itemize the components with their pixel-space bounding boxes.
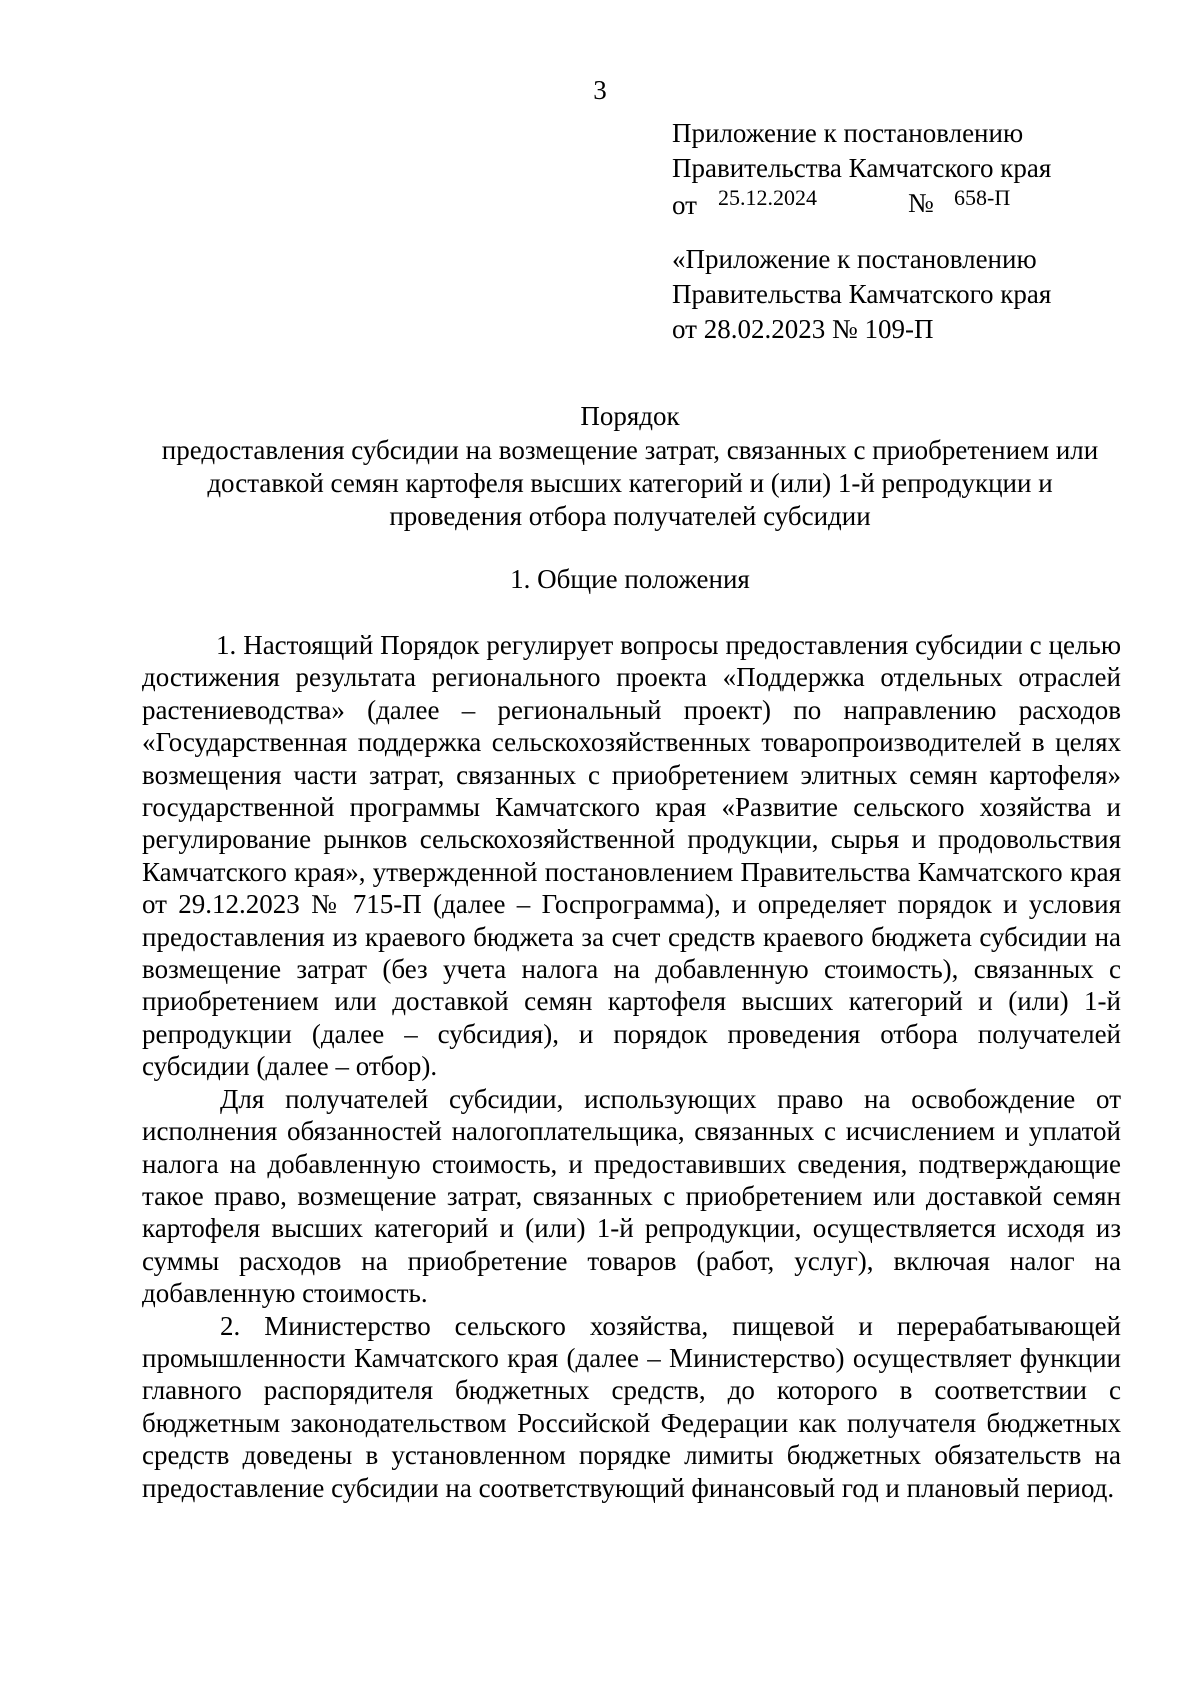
paragraph-3: 2. Министерство сельского хозяйства, пищевой и перерабатывающей промышленности Камчатского края (далее – Министерство) осуществляет функции главного распорядителя бюджетных средств, до которого в соответствии с бюджетным законодательством Российской Федерации как получателя бюджетных средств доведены в установленном порядке лимиты бюджетных обязательств на предоставление субсидии на соответствующий финансовый год и плановый период. [142,1310,1121,1503]
annex-old-line1: «Приложение к постановлению [672,244,1037,274]
document-subtitle: предоставления субсидии на возмещение затрат, связанных с приобретением или доставкой семян картофеля высших категорий и (или) 1-й репродукции и проведения отбора получателей субсидии [161,435,1099,531]
annex-new-date-value: 25.12.2024 [718,185,817,210]
annex-new-line1: Приложение к постановлению [672,118,1024,148]
annex-new-date-row [672,186,1051,221]
annex-old-line3: от 28.02.2023 № 109-П [672,314,934,344]
annex-header-new [672,116,1051,221]
annex-new-date-prefix: от [672,190,697,220]
annex-header-old [672,242,1051,347]
document-title: Порядок [580,401,680,431]
annex-new-line2: Правительства Камчатского края [672,153,1052,183]
annex-new-number-value: 658-П [954,185,1011,210]
page-number: 3 [593,75,607,105]
annex-old-line2: Правительства Камчатского края [672,279,1052,309]
body-text [142,629,1121,1504]
paragraph-1: 1. Настоящий Порядок регулирует вопросы предоставления субсидии с целью достижения результата регионального проекта «Поддержка отдельных отраслей растениеводства» (далее – региональный проект) по направлению расходов «Государственная поддержка сельскохозяйственных товаропроизводителей в целях возмещения части затрат, связанных с приобретением элитных семян картофеля» государственной программы Камчатского края «Развитие сельского хозяйства и регулирование рынков сельскохозяйственной продукции, сырья и продовольствия Камчатского края», утвержденной постановлением Правительства Камчатского края от 29.12.2023 № 715-П (далее – Госпрограмма), и определяет порядок и условия предоставления из краевого бюджета за счет средств краевого бюджета субсидии на возмещение затрат (без учета налога на добавленную стоимость), связанных с приобретением или доставкой семян картофеля высших категорий и (или) 1-й репродукции (далее – субсидия), и порядок проведения отбора получателей субсидии (далее – отбор). [142,630,1121,1082]
document-title-block [140,400,1120,533]
annex-new-number-sign: № [908,188,934,218]
paragraph-2: Для получателей субсидии, использующих право на освобождение от исполнения обязанностей налогоплательщика, связанных с исчислением и уплатой налога на добавленную стоимость, и предоставивших сведения, подтверждающие такое право, возмещение затрат, связанных с приобретением или доставкой семян картофеля высших категорий и (или) 1-й репродукции, осуществляется исходя из суммы расходов на приобретение товаров (работ, услуг), включая налог на добавленную стоимость. [142,1083,1121,1309]
section-heading: 1. Общие положения [510,564,750,594]
